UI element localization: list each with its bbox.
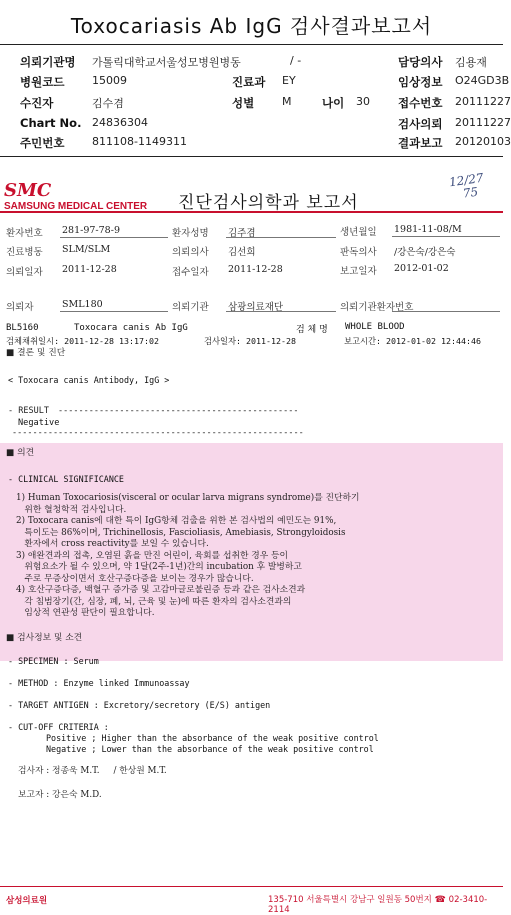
collect-time: 검체채취일시: 2011-12-28 13:17:02 [6,336,159,346]
hospital-code-label: 병원코드 [20,75,65,89]
cutoff-title: - CUT-OFF CRITERIA : [8,722,109,732]
cutoff-negative: Negative ; Lower than the absorbance of the weak positive control [46,744,374,754]
req-doctor-label: 의뢰의사 [172,247,209,258]
requester-underline [60,311,168,312]
reader-value: /강은숙/강은숙 [394,247,456,258]
receipt-no-label: 접수번호 [398,96,443,110]
org-pid-underline [392,311,500,312]
patient-label: 수진자 [20,96,54,110]
clinical-line: 주로 무증상이면서 호산구증다증을 보이는 경우가 많습니다. [16,573,254,584]
clinical-line: 1) Human Toxocariosis(visceral or ocular larva migrans syndrome)를 진단하기 [16,493,360,503]
specimen-value: WHOLE BLOOD [345,322,405,332]
specimen-line: - SPECIMEN : Serum [8,656,99,666]
header-row-rrn [0,133,511,151]
test-code: BL5160 [6,323,39,333]
clinical-info-label: 임상정보 [398,75,443,89]
req-doctor-value: 김선희 [228,247,256,258]
footer-phone: 02-3410-2114 [268,895,488,915]
age-value: 30 [356,95,370,108]
sex-label: 성별 [232,96,255,110]
antibody-title: < Toxocara canis Antibody, IgG > [8,375,170,385]
result-label: - RESULT [8,406,49,416]
scanned-report [0,168,503,913]
rcv-date-value: 2011-12-28 [228,264,283,275]
header-row-patient [0,93,511,111]
clinical-line: 위험요소가 될 수 있으며, 약 1달(2주-1년)간의 incubation 후 발병하고 [16,562,302,572]
reader-label: 판독의사 [340,247,377,258]
institution-label: 의뢰기관명 [20,55,76,69]
ward-label: 진료병동 [6,247,43,258]
result-value: Negative [18,418,60,428]
clinical-line: 각 침범장기(간, 심장, 폐, 뇌, 근육 및 눈)에 따른 환자의 검사소견과의 [16,596,292,607]
rrn-label: 주민번호 [20,136,65,150]
patient-value: 김수겸 [92,97,124,110]
dob-label: 생년월일 [340,227,377,238]
info-heading: ■ 검사정보 및 소견 [6,633,83,643]
footer-rule [0,886,503,887]
report-time: 보고시간: 2012-01-02 12:44:46 [344,336,481,346]
result-tail-dashes: --------------------------------------------------------- [12,428,304,438]
title-rule [0,211,503,213]
header-bottom-divider [0,156,503,157]
result-section-heading: ■ 결론 및 진단 [6,348,66,358]
cutoff-positive: Positive ; Higher than the absorbance of the weak positive control [46,733,379,743]
phone-icon: ☎ [434,895,449,905]
doctor-label: 담당의사 [398,55,443,69]
request-date-value: 20111227 [455,116,511,129]
patient-name-label: 환자성명 [172,228,209,239]
smc-logo-mark: SMC [4,180,52,201]
report-title: 진단검사의학과 보고서 [178,193,359,213]
clinical-significance-list [16,493,359,620]
chart-no-label: Chart No. [20,116,82,130]
req-date-value: 2011-12-28 [62,264,117,275]
request-date-label: 검사의뢰 [398,117,443,131]
rep-date-label: 보고일자 [340,266,377,277]
header-divider [0,44,503,45]
handwritten-line-1: 12/27 [448,170,485,190]
patient-id-label: 환자번호 [6,228,43,239]
result-dashes: ----------------------------------------------- [58,406,299,416]
smc-logo [4,180,147,212]
age-label: 나이 [322,96,345,110]
specimen-label: 검 체 명 [296,325,328,335]
handwritten-line-2: 75 [461,184,479,201]
receipt-no-value: 20111227 [455,95,511,108]
req-date-label: 의뢰일자 [6,267,43,278]
report-header-title: Toxocariasis Ab IgG 검사결과보고서 [70,14,433,38]
test-name: Toxocara canis Ab IgG [74,323,188,333]
clinical-info-value: O24GD3B [455,74,510,87]
dob-underline [392,236,500,237]
rcv-date-label: 접수일자 [172,267,209,278]
antigen-line: - TARGET ANTIGEN : Excretory/secretory (E/S) antigen [8,700,271,710]
clinical-line: 2) Toxocara canis에 대한 특이 IgG항체 검출을 위한 본 검사법의 예민도는 91%, [16,516,337,526]
chart-no-value: 24836304 [92,116,148,129]
clinical-line: 4) 호산구증다증, 백혈구 증가증 및 고감마글로불린증 등과 같은 검사소견과 [16,585,306,595]
header-row-institution [0,52,503,70]
rrn-value: 811108-1149311 [92,135,187,148]
reporter-line: 보고자 : 강은숙 M.D. [18,790,102,800]
handwritten-note [448,172,486,203]
clinical-line: 3) 애완견과의 접촉, 오염된 흙을 만진 어린이, 육회를 섭취한 경우 등이 [16,550,289,561]
footer-address [268,893,503,915]
org-patient-id-label: 의뢰기관환자번호 [340,302,414,313]
doctor-value: 김용재 [455,56,487,69]
clinical-significance-title: - CLINICAL SIGNIFICANCE [8,474,124,484]
org-value: 삼광의료재단 [228,302,284,313]
clinical-line: 임상적 연관성 판단이 필요합니다. [16,608,155,618]
tester-line: 검사자 : 정종욱 M.T. / 한상원 M.T. [18,766,167,776]
hospital-code-value: 15009 [92,74,127,87]
ward-value: / - [290,54,302,67]
requester-label: 의뢰자 [6,302,34,313]
test-date: 검사일자: 2011-12-28 [204,336,297,346]
header-row-code [0,72,510,90]
patient-name-value: 김주겸 [228,228,256,239]
org-label: 의뢰기관 [172,302,209,313]
patient-id-value: 281-97-78-9 [62,225,120,236]
clinical-line: 위한 혈청학적 검사입니다. [16,504,127,515]
name-underline [226,237,336,238]
id-underline [60,237,168,238]
sex-value: M [282,95,292,108]
rep-date-value: 2012-01-02 [394,263,449,274]
footer-address-text: 135-710 서울특별시 강남구 일원동 50번지 [268,895,432,905]
header-row-chart [0,114,511,132]
opinion-heading: ■ 의견 [6,448,35,458]
department-label: 진료과 [232,75,266,89]
result-report-label: 결과보고 [398,136,443,150]
result-report-value: 20120103 [455,135,511,148]
opinion-panel [0,443,503,661]
dob-value: 1981-11-08/M [394,224,462,235]
footer-hospital-name: 삼성의료원 [6,896,48,906]
smc-logo-name: SAMSUNG MEDICAL CENTER [4,201,148,212]
department-value: EY [282,74,296,87]
clinical-line: 환자에서 cross reactivity를 보일 수 있습니다. [16,539,209,549]
method-line: - METHOD : Enzyme linked Immunoassay [8,678,190,688]
clinical-line: 특이도는 86%이며, Trichinellosis, Fascioliasis, Amebiasis, Strongyloidosis [16,527,346,538]
institution-value: 가톨릭대학교서울성모병원병동 [92,56,241,69]
requester-value: SML180 [62,299,103,310]
org-underline [226,311,336,312]
ward-value-report: SLM/SLM [62,244,111,255]
